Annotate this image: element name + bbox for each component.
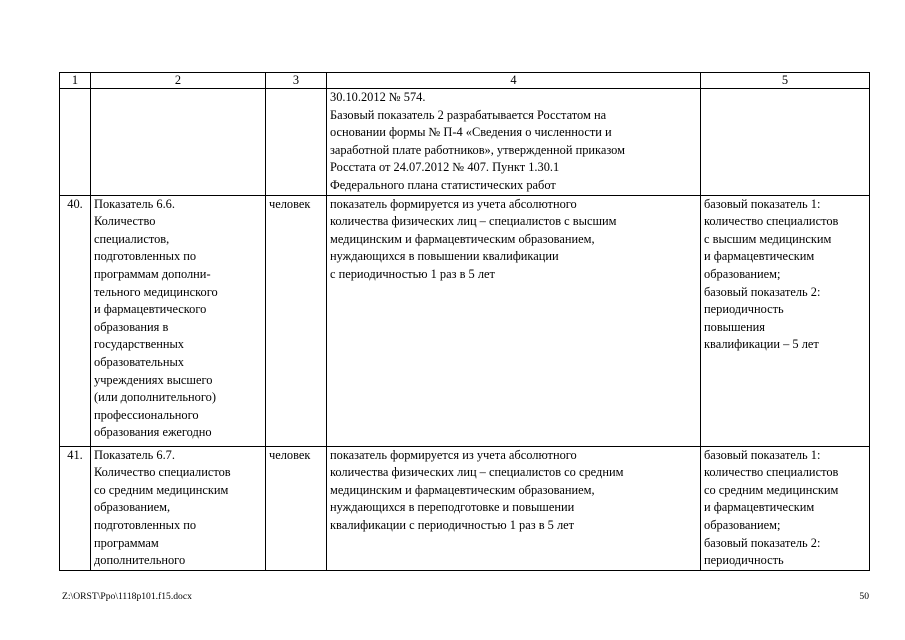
table-row	[60, 446, 870, 570]
row-number-cell	[60, 89, 91, 196]
unit-cell: человек	[266, 195, 327, 446]
column-header-3: 3	[266, 73, 327, 89]
column-header-2: 2	[91, 73, 266, 89]
indicator-line: образовательных	[94, 354, 184, 369]
method-line: основании формы № П-4 «Сведения о численности и	[330, 125, 612, 140]
base-line: периодичность	[704, 302, 784, 317]
method-line: количества физических лиц – специалистов со средним	[330, 465, 624, 480]
method-line: показатель формируется из учета абсолютного	[330, 196, 577, 211]
indicator-line: государственных	[94, 337, 185, 352]
method-line: 30.10.2012 № 574.	[330, 90, 426, 104]
row-number-cell: 40.	[60, 195, 91, 446]
base-line: периодичность	[704, 553, 784, 568]
method-line: медицинским и фармацевтическим образованием,	[330, 482, 595, 497]
indicator-line: специалистов,	[94, 231, 170, 246]
base-line: и фармацевтическим	[704, 500, 815, 515]
page-number: 50	[859, 591, 869, 602]
indicator-line: программам дополни-	[94, 266, 211, 281]
indicator-line: профессионального	[94, 407, 199, 422]
base-indicator-cell	[701, 195, 870, 446]
indicator-line: учреждениях высшего	[94, 372, 213, 387]
base-line: базовый показатель 2:	[704, 535, 821, 550]
method-line: показатель формируется из учета абсолютного	[330, 447, 577, 462]
base-line: квалификации – 5 лет	[704, 337, 819, 352]
base-line: базовый показатель 2:	[704, 284, 821, 299]
method-cell	[327, 446, 701, 570]
indicators-table	[59, 72, 870, 571]
method-line: медицинским и фармацевтическим образованием,	[330, 231, 595, 246]
indicator-line: (или дополнительного)	[94, 390, 216, 405]
method-line: квалификации с периодичностью 1 раз в 5 лет	[330, 517, 575, 532]
method-line: Федерального плана статистических работ	[330, 177, 556, 192]
table-row	[60, 89, 870, 196]
indicator-line: программам	[94, 535, 159, 550]
base-line: базовый показатель 1:	[704, 196, 821, 211]
method-cell	[327, 89, 701, 196]
indicator-line: дополнительного	[94, 553, 186, 568]
method-cell	[327, 195, 701, 446]
indicator-line: Количество специалистов	[94, 465, 231, 480]
method-line: заработной плате работников», утвержденной приказом	[330, 142, 625, 157]
row-number-cell: 41.	[60, 446, 91, 570]
indicator-cell	[91, 446, 266, 570]
base-line: со средним медицинским	[704, 482, 839, 497]
base-indicator-cell	[701, 446, 870, 570]
method-line: нуждающихся в переподготовке и повышении	[330, 500, 575, 515]
method-line: Росстата от 24.07.2012 № 407. Пункт 1.30.1	[330, 160, 560, 175]
indicator-line: Показатель 6.7.	[94, 447, 175, 462]
base-line: количество специалистов	[704, 214, 839, 229]
base-line: количество специалистов	[704, 465, 839, 480]
file-path-footer: Z:\ORST\Ppo\1118p101.f15.docx	[62, 591, 192, 602]
column-header-4: 4	[327, 73, 701, 89]
base-line: базовый показатель 1:	[704, 447, 821, 462]
indicator-line: со средним медицинским	[94, 482, 229, 497]
indicator-line: образованием,	[94, 500, 171, 515]
base-line: и фармацевтическим	[704, 249, 815, 264]
indicator-line: образования ежегодно	[94, 425, 212, 440]
table-row	[60, 195, 870, 446]
method-line: Базовый показатель 2 разрабатывается Росстатом на	[330, 107, 607, 122]
base-line: образованием;	[704, 517, 781, 532]
indicator-line: Показатель 6.6.	[94, 196, 175, 211]
method-line: количества физических лиц – специалистов с высшим	[330, 214, 617, 229]
base-line: образованием;	[704, 266, 781, 281]
method-line: с периодичностью 1 раз в 5 лет	[330, 266, 495, 281]
indicator-line: подготовленных по	[94, 517, 197, 532]
column-header-1: 1	[60, 73, 91, 89]
indicator-cell	[91, 89, 266, 196]
indicator-line: и фармацевтического	[94, 302, 207, 317]
unit-cell	[266, 89, 327, 196]
indicator-line: подготовленных по	[94, 249, 197, 264]
method-line: нуждающихся в повышении квалификации	[330, 249, 559, 264]
table-header-row	[60, 73, 870, 89]
indicator-line: Количество	[94, 214, 156, 229]
base-line: с высшим медицинским	[704, 231, 832, 246]
base-indicator-cell	[701, 89, 870, 196]
indicator-line: образования в	[94, 319, 169, 334]
indicator-line: тельного медицинского	[94, 284, 218, 299]
unit-cell: человек	[266, 446, 327, 570]
base-line: повышения	[704, 319, 766, 334]
indicator-cell	[91, 195, 266, 446]
column-header-5: 5	[701, 73, 870, 89]
